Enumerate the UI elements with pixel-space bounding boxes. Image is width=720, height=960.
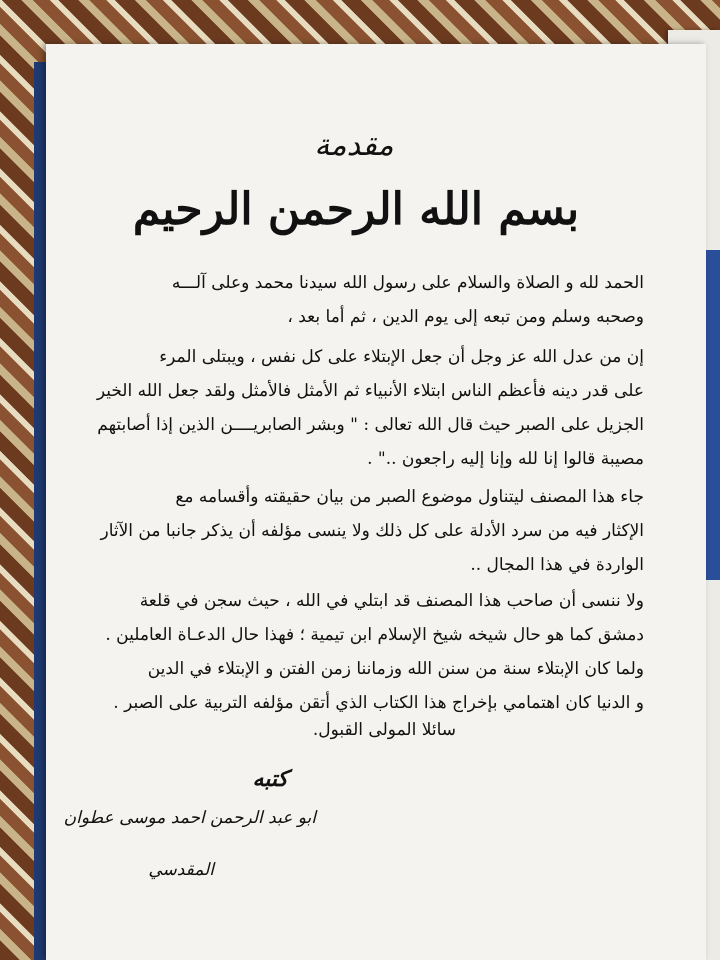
text-line: وصحبه وسلم ومن تبعه إلى يوم الدين ، ثم أما بعد ، xyxy=(287,307,644,327)
paragraph-trial xyxy=(64,340,644,476)
text-line: الواردة في هذا المجال .. xyxy=(470,555,644,575)
text-line: جاء هذا المصنف ليتناول موضوع الصبر من بيان حقيقته وأقسامه مع xyxy=(175,487,644,507)
closing-prayer: سائلا المولى القبول. xyxy=(312,720,456,740)
text-line: الحمد لله و الصلاة والسلام على رسول الله سيدنا محمد وعلى آلـــه xyxy=(171,273,644,293)
paragraph-book-topic xyxy=(64,480,644,582)
text-line: على قدر دينه فأعظم الناس ابتلاء الأنبياء ثم الأمثل فالأمثل ولقد جعل الله الخير xyxy=(96,381,644,401)
text-line: دمشق كما هو حال شيخه شيخ الإسلام ابن تيمية ؛ فهذا حال الدعـاة العاملين . xyxy=(105,625,644,645)
text-line: الجزيل على الصبر حيث قال الله تعالى : " وبشر الصابريــــن الذين إذا أصابتهم xyxy=(97,415,644,435)
basmala-heading: بسم الله الرحمن الرحيم xyxy=(132,184,580,235)
page-content xyxy=(46,44,666,960)
paragraph-author xyxy=(64,584,644,652)
signature-label: كتبه xyxy=(252,766,288,792)
text-line: ولا ننسى أن صاحب هذا المصنف قد ابتلي في الله ، حيث سجن في قلعة xyxy=(139,591,644,611)
text-line: إن من عدل الله عز وجل أن جعل الإبتلاء على كل نفس ، ويبتلى المرء xyxy=(159,347,644,367)
text-line: مصيبة قالوا إنا لله وإنا إليه راجعون .." . xyxy=(367,449,644,469)
text-line: ولما كان الإبتلاء سنة من سنن الله وزماننا زمن الفتن و الإبتلاء في الدين xyxy=(147,659,644,679)
text-line: الإكثار فيه من سرد الأدلة على كل ذلك ولا ينسى مؤلفه أن يذكر جانبا من الآثار xyxy=(100,521,644,541)
paragraph-purpose xyxy=(64,652,644,720)
page-title: مقدمة xyxy=(314,128,394,163)
signature-name: ابو عبد الرحمن احمد موسى عطوان xyxy=(63,808,316,828)
signature-place: المقدسي xyxy=(148,860,214,880)
paragraph-opening xyxy=(64,266,644,334)
text-line: و الدنيا كان اهتمامي بإخراج هذا الكتاب الذي أتقن مؤلفه التربية على الصبر . xyxy=(113,693,644,713)
